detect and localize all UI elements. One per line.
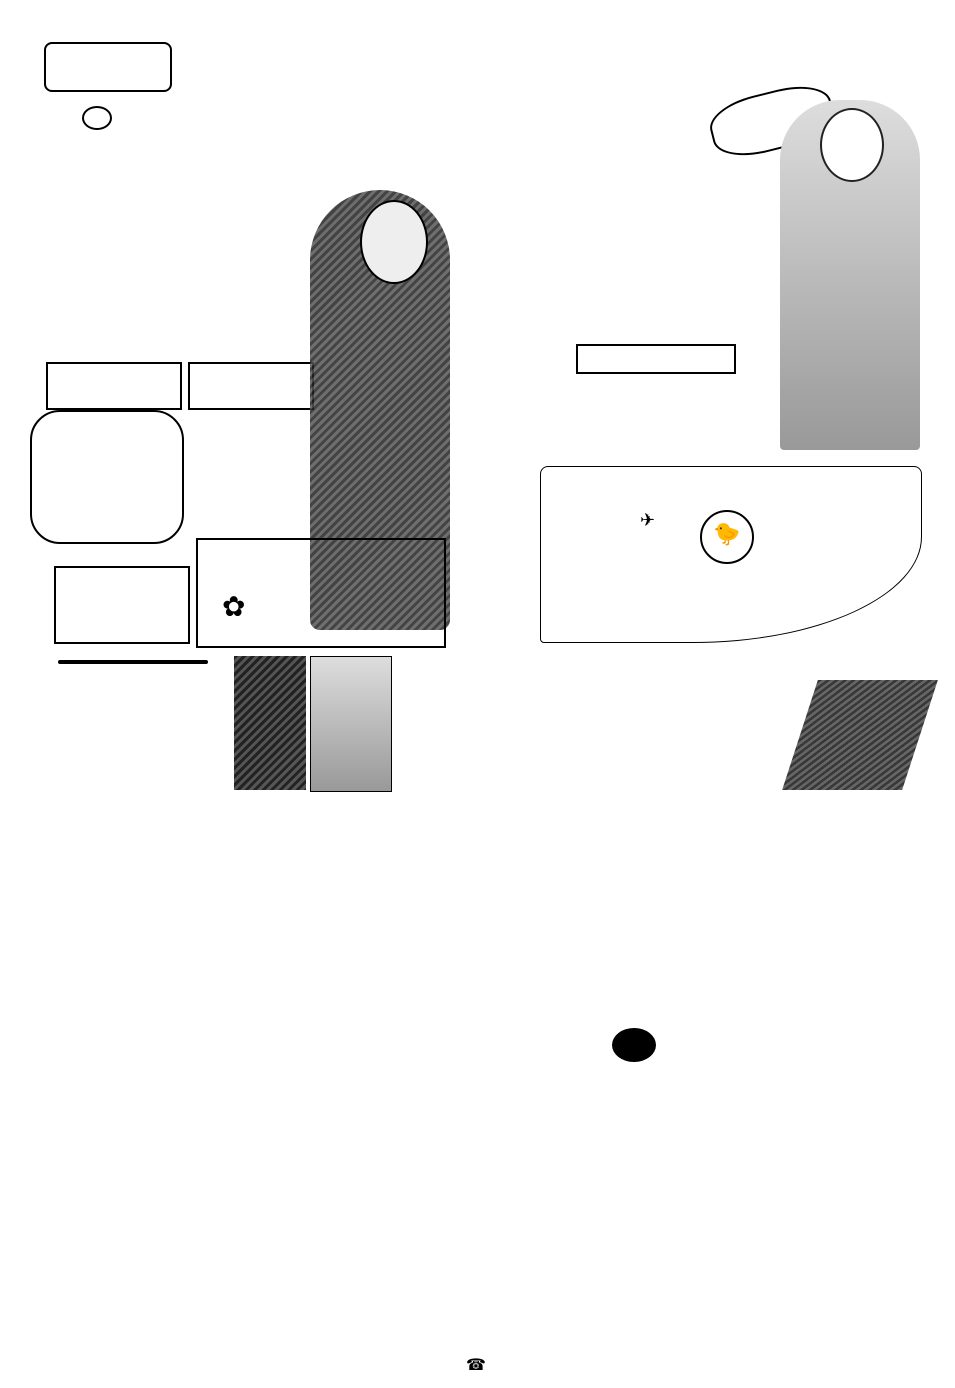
wang-line <box>552 224 572 243</box>
bottom-border-strip <box>0 1372 955 1388</box>
left-vertical-title <box>18 283 71 368</box>
qipao-woman-face <box>360 200 428 284</box>
big-number-box <box>46 362 182 410</box>
tarot-titles <box>48 652 218 672</box>
gift-block <box>550 158 608 220</box>
odd-number-box <box>188 362 314 410</box>
butterfly-icon: ✿ <box>222 590 246 623</box>
result-line <box>38 106 118 130</box>
footer-bar <box>40 1355 920 1374</box>
tarot-title-2 <box>58 660 208 664</box>
chuandian-box <box>576 344 736 374</box>
chick-icon: 🐤 <box>700 510 754 564</box>
tarot-card-emperor <box>310 656 392 792</box>
mitu-special-line <box>282 592 292 611</box>
left-border-strip <box>0 20 20 1360</box>
tarot-fan-cards <box>782 680 938 790</box>
zodiac-wheel <box>672 816 930 1066</box>
right-border-strip <box>935 20 955 1360</box>
bird-icon: ✈ <box>640 510 656 531</box>
riddle-box <box>54 566 190 644</box>
tarot-card-tower <box>234 656 306 790</box>
top-border-strip <box>0 0 955 16</box>
woman-photo-right-face <box>820 108 884 182</box>
gate-banner <box>36 818 736 856</box>
trend-question <box>612 1028 656 1062</box>
teshu-line <box>42 422 82 447</box>
phone-icon: ☎ <box>466 1355 486 1374</box>
special-ball <box>82 106 112 130</box>
slogan-box <box>44 42 172 92</box>
trend-grid <box>250 1062 922 1362</box>
